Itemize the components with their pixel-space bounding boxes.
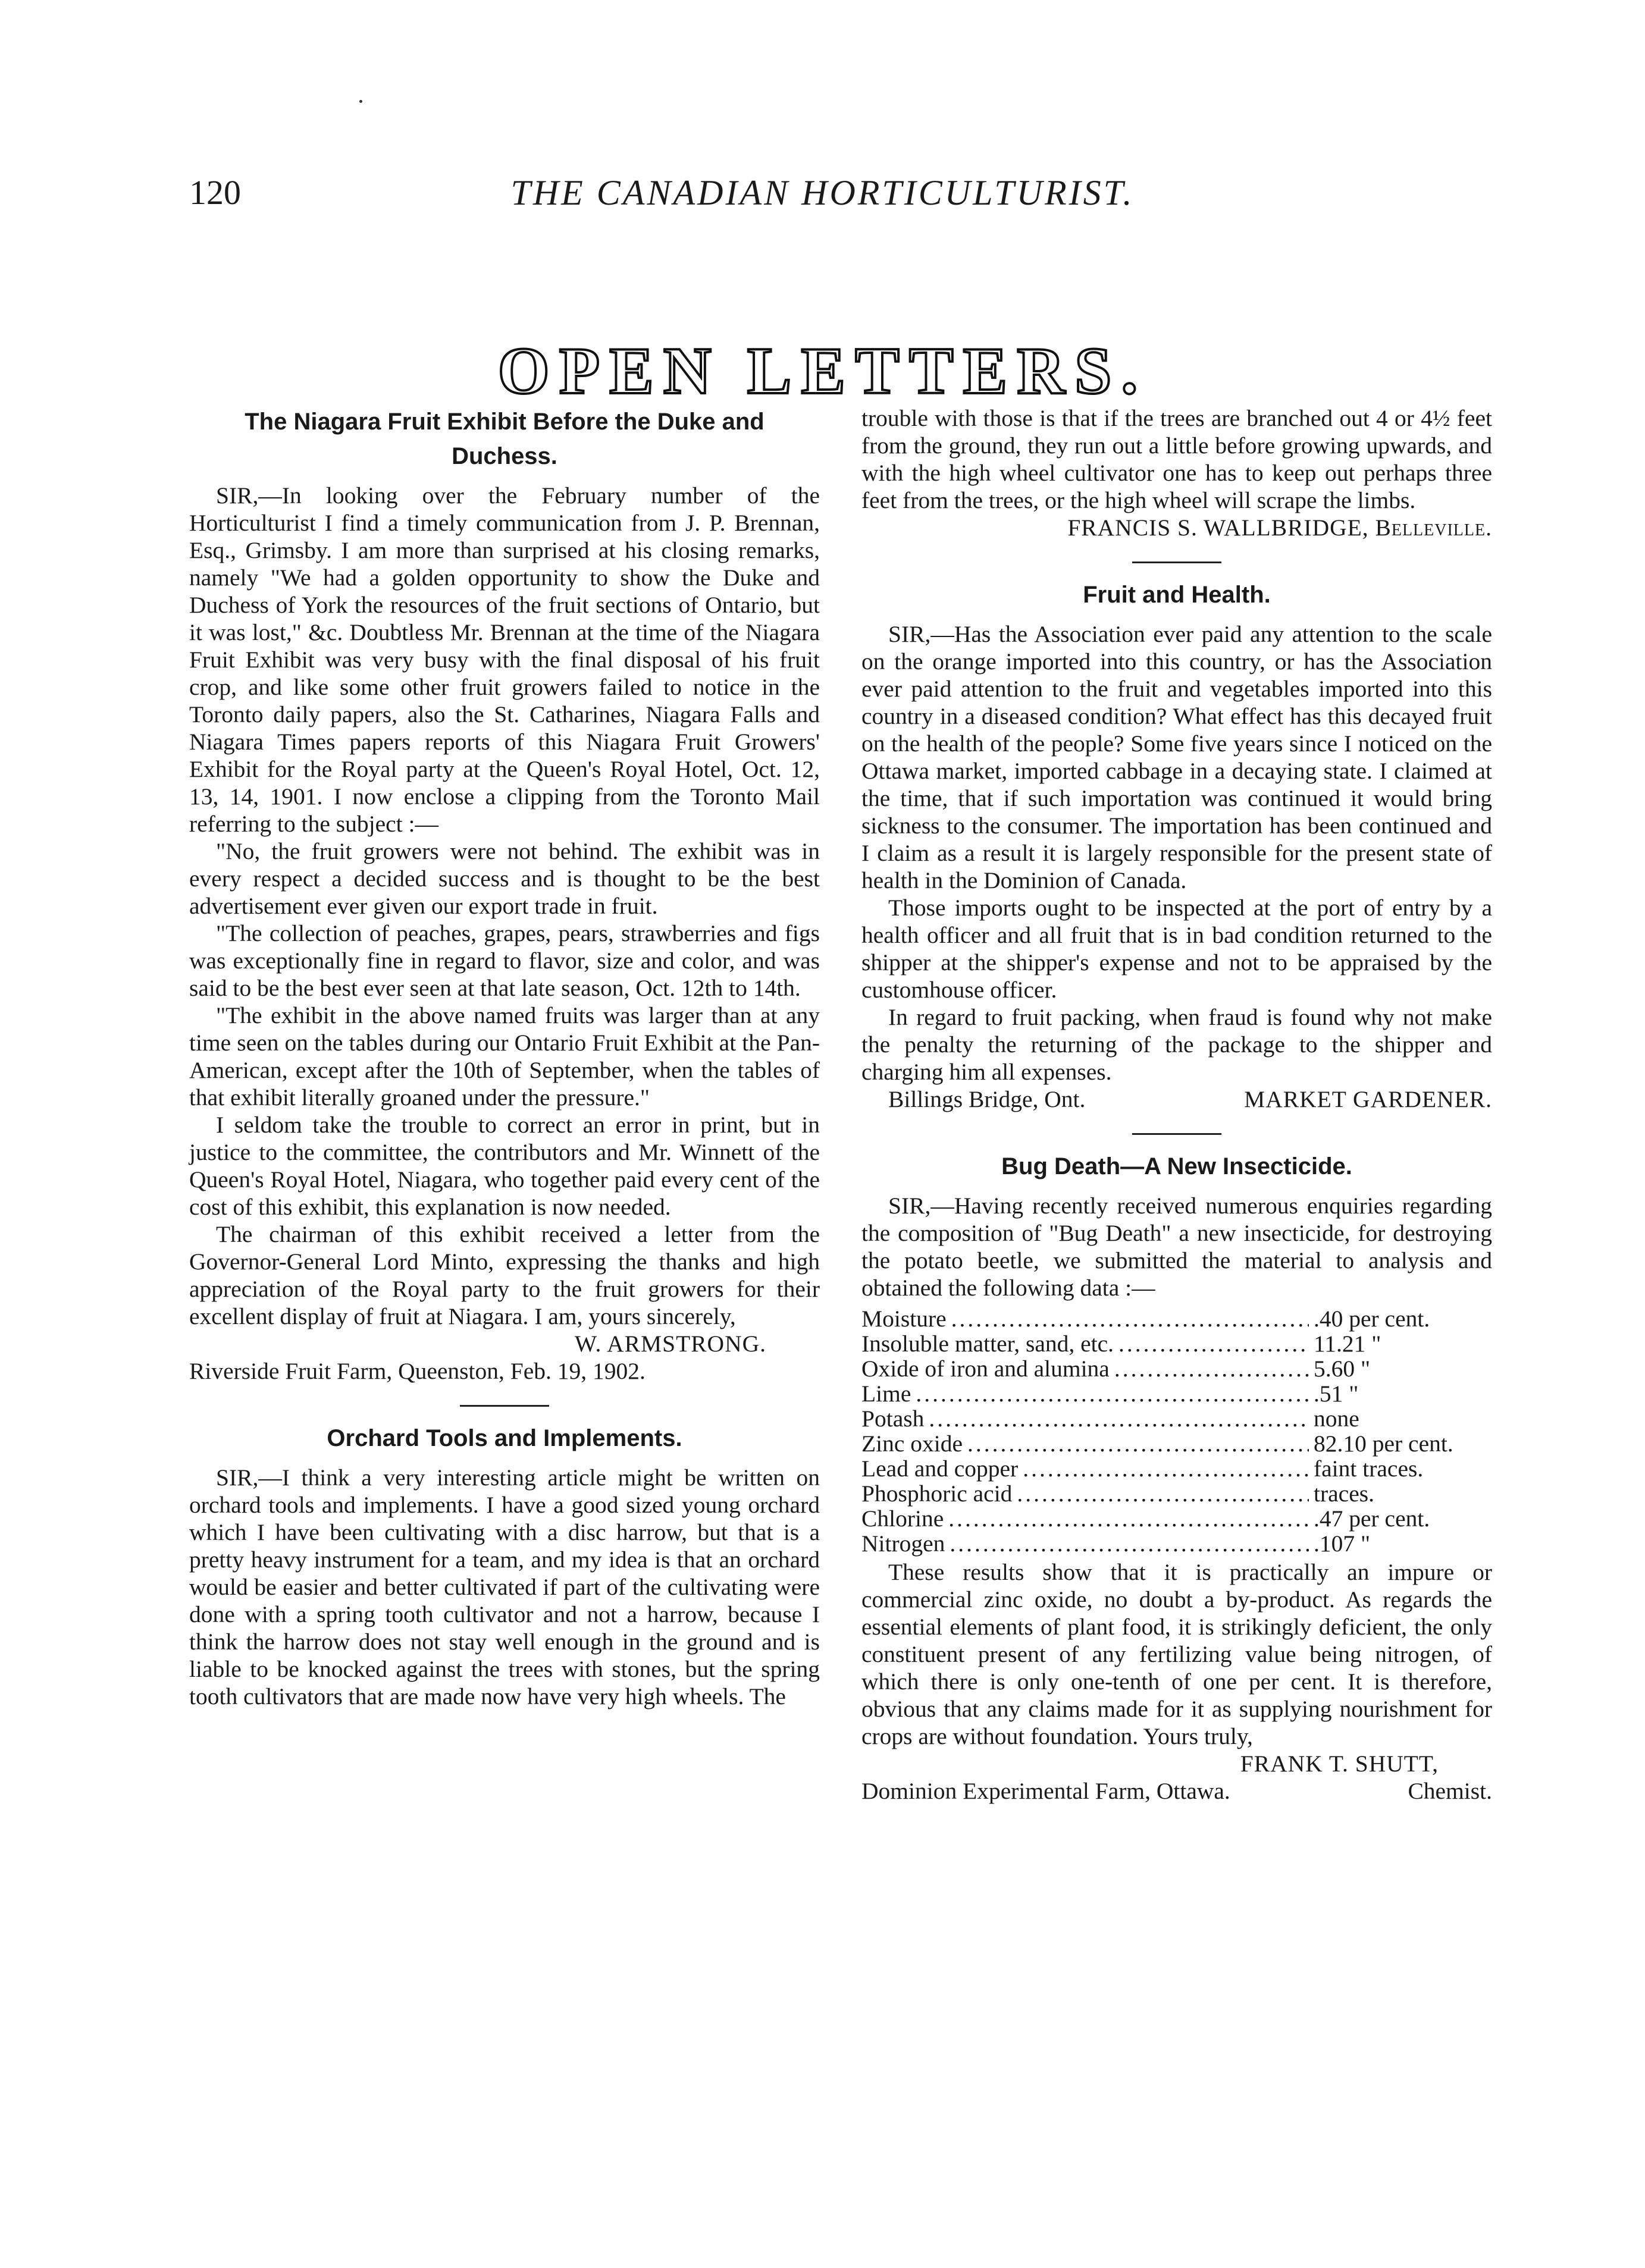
analysis-row <box>861 1480 1492 1505</box>
analysis-value: traces. <box>1314 1480 1374 1507</box>
article-heading: Bug Death—A New Insecticide. <box>1001 1153 1352 1180</box>
page-number: 120 <box>189 173 241 212</box>
paragraph: SIR,—Has the Association ever paid any attention to the scale on the orange imported into this country, or has the Association ever paid attention to the fruit and vegetables imported into this country in a diseased condition? What effect has this decayed fruit on the health of the people? Some five years since I noticed on the Ottawa market, imported cabbage in a decaying state. I claimed at the time, that if such importation was continued it would bring sickness to the consumer. The importation has been continued and I claim as a result it is largely responsible for the present state of health in the Dominion of Canada. <box>861 621 1492 893</box>
signature: W. ARMSTRONG. <box>574 1331 766 1357</box>
leader-dots <box>951 1305 1309 1332</box>
analysis-label: Insoluble matter, sand, etc. <box>861 1331 1114 1357</box>
divider <box>1132 561 1221 563</box>
paragraph: In regard to fruit packing, when fraud is found why not make the penalty the returning of the package to the shipper and charging him all expenses. <box>861 1004 1492 1085</box>
article-heading: Orchard Tools and Implements. <box>327 1425 682 1451</box>
analysis-label: Chlorine <box>861 1505 944 1532</box>
section-title: OPEN LETTERS. <box>497 334 1148 408</box>
leader-dots <box>967 1430 1309 1457</box>
paragraph: SIR,—Having recently received numerous enquiries regarding the composition of "Bug Death" a new insecticide, for destroying the potato beetle, we submitted the material to analysis and obtained the following data :— <box>861 1193 1492 1301</box>
leader-dots <box>929 1405 1309 1432</box>
paragraph: SIR,—In looking over the February number of the Horticulturist I find a timely communication from J. P. Brennan, Esq., Grimsby. I am more than surprised at his closing remarks, namely "We had a golden opportunity to show the Duke and Duchess of York the resources of the fruit sections of Ontario, but it was lost," &c. Doubtless Mr. Brennan at the time of the Niagara Fruit Exhibit was very busy with the final disposal of his fruit crop, and like some other fruit growers failed to notice in the Toronto daily papers, also the St. Catharines, Niagara Falls and Niagara Times papers reports of this Niagara Fruit Growers' Exhibit for the Royal party at the Queen's Royal Hotel, Oct. 12, 13, 14, 1901. I now enclose a clipping from the Toronto Mail referring to the subject :— <box>189 482 820 837</box>
leader-dots <box>950 1530 1309 1557</box>
analysis-value: faint traces. <box>1314 1455 1424 1482</box>
analysis-label: Potash <box>861 1406 925 1432</box>
article-heading: Fruit and Health. <box>1083 582 1271 608</box>
analysis-label: Nitrogen <box>861 1530 945 1557</box>
analysis-value: .47 per cent. <box>1314 1505 1430 1532</box>
analysis-label: Zinc oxide <box>861 1431 963 1457</box>
analysis-value: 82.10 per cent. <box>1314 1431 1453 1457</box>
analysis-row <box>861 1330 1492 1355</box>
location: Riverside Fruit Farm, Queenston, Feb. 19, 1902. <box>189 1358 646 1384</box>
leader-dots <box>1114 1355 1309 1382</box>
role: Chemist. <box>1408 1778 1492 1804</box>
analysis-value: 11.21 " <box>1314 1331 1381 1357</box>
location: Dominion Experimental Farm, Ottawa. <box>861 1778 1230 1804</box>
right-column <box>861 404 1492 1805</box>
divider <box>1132 1133 1221 1135</box>
analysis-value: none <box>1314 1406 1359 1432</box>
analysis-label: Lime <box>861 1381 911 1407</box>
running-title: THE CANADIAN HORTICULTURIST. <box>510 173 1135 212</box>
signature-line <box>861 1777 1492 1805</box>
analysis-value: 5.60 " <box>1314 1356 1371 1382</box>
signature: MARKET GARDENER. <box>1244 1086 1492 1112</box>
leader-dots <box>1017 1480 1309 1507</box>
analysis-row <box>861 1380 1492 1405</box>
signature: FRANCIS S. WALLBRIDGE, Belleville. <box>1067 515 1492 541</box>
left-column <box>189 404 820 1710</box>
article-fruit-health <box>861 578 1492 1113</box>
paragraph-continued: trouble with those is that if the trees are branched out 4 or 4½ feet from the ground, they run out a little before growing upwards, and with the high wheel cultivator one has to keep out perhaps three feet from the trees, or the high wheel will scrape the limbs. <box>861 405 1492 513</box>
analysis-value: .40 per cent. <box>1314 1306 1430 1332</box>
article-bug-death <box>861 1149 1492 1805</box>
analysis-row <box>861 1355 1492 1380</box>
analysis-value: .107 " <box>1314 1530 1371 1557</box>
paragraph: SIR,—I think a very interesting article might be written on orchard tools and implements. I have a good sized young orchard which I have been cultivating with a disc harrow, but that is a pretty heavy instrument for a team, and my idea is that an orchard would be easier and better cultivated if part of the cultivating were done with a spring tooth cultivator and not a harrow, because I think the harrow does not stay well enough in the ground and is liable to be knocked against the trees with stones, but the spring tooth cultivators that are made now have very high wheels. The <box>189 1464 820 1709</box>
analysis-table <box>861 1305 1492 1555</box>
divider <box>460 1405 549 1407</box>
quote-paragraph: "The collection of peaches, grapes, pears, strawberries and figs was exceptionally fine in regard to flavor, size and color, and was said to be the best ever seen at that late season, Oct. 12th to 14th. <box>189 920 820 1001</box>
article-heading: The Niagara Fruit Exhibit Before the Duke and Duchess. <box>245 409 764 469</box>
article-niagara <box>189 404 820 1385</box>
analysis-row <box>861 1505 1492 1530</box>
quote-paragraph: "The exhibit in the above named fruits was larger than at any time seen on the tables during our Ontario Fruit Exhibit at the Pan-American, except after the 10th of September, when the tables of that exhibit literally groaned under the pressure." <box>189 1002 820 1111</box>
paragraph: I seldom take the trouble to correct an error in print, but in justice to the committee, the contributors and Mr. Winnett of the Queen's Royal Hotel, Niagara, who together paid every cent of the cost of this exhibit, this explanation is now needed. <box>189 1112 820 1220</box>
analysis-label: Lead and copper <box>861 1455 1019 1482</box>
signature-line <box>861 1086 1492 1113</box>
analysis-label: Oxide of iron and alumina <box>861 1356 1110 1382</box>
signature: FRANK T. SHUTT, <box>1240 1751 1439 1777</box>
analysis-row <box>861 1305 1492 1330</box>
page-header <box>189 172 1456 220</box>
leader-dots <box>1118 1330 1309 1357</box>
paragraph: The chairman of this exhibit received a letter from the Governor-General Lord Minto, expressing the thanks and high appreciation of the Royal party to the fruit growers for their excellent display of fruit at Niagara. I am, yours sincerely, <box>189 1221 820 1329</box>
print-speck <box>359 100 362 103</box>
location: Billings Bridge, Ont. <box>888 1086 1086 1112</box>
leader-dots <box>948 1505 1309 1532</box>
leader-dots <box>1023 1455 1309 1482</box>
article-orchard-tools <box>189 1421 820 1710</box>
analysis-label: Moisture <box>861 1306 947 1332</box>
analysis-row <box>861 1530 1492 1555</box>
analysis-label: Phosphoric acid <box>861 1480 1013 1507</box>
quote-paragraph: "No, the fruit growers were not behind. The exhibit was in every respect a decided success and is thought to be the best advertisement ever given our export trade in fruit. <box>189 838 820 919</box>
analysis-row <box>861 1455 1492 1480</box>
paragraph: These results show that it is practically an impure or commercial zinc oxide, no doubt a by-product. As regards the essential elements of plant food, it is strikingly deficient, the only constituent present of any fertilizing value being nitrogen, of which there is only one-tenth of one per cent. It is therefore, obvious that any claims made for it as supplying nourishment for crops are without foundation. Yours truly, <box>861 1559 1492 1749</box>
analysis-value: .51 " <box>1314 1381 1359 1407</box>
leader-dots <box>916 1380 1309 1407</box>
analysis-row <box>861 1430 1492 1455</box>
analysis-row <box>861 1405 1492 1430</box>
paragraph: Those imports ought to be inspected at the port of entry by a health officer and all fruit that is in bad condition returned to the shipper at the shipper's expense and not to be appraised by the customhouse officer. <box>861 895 1492 1003</box>
